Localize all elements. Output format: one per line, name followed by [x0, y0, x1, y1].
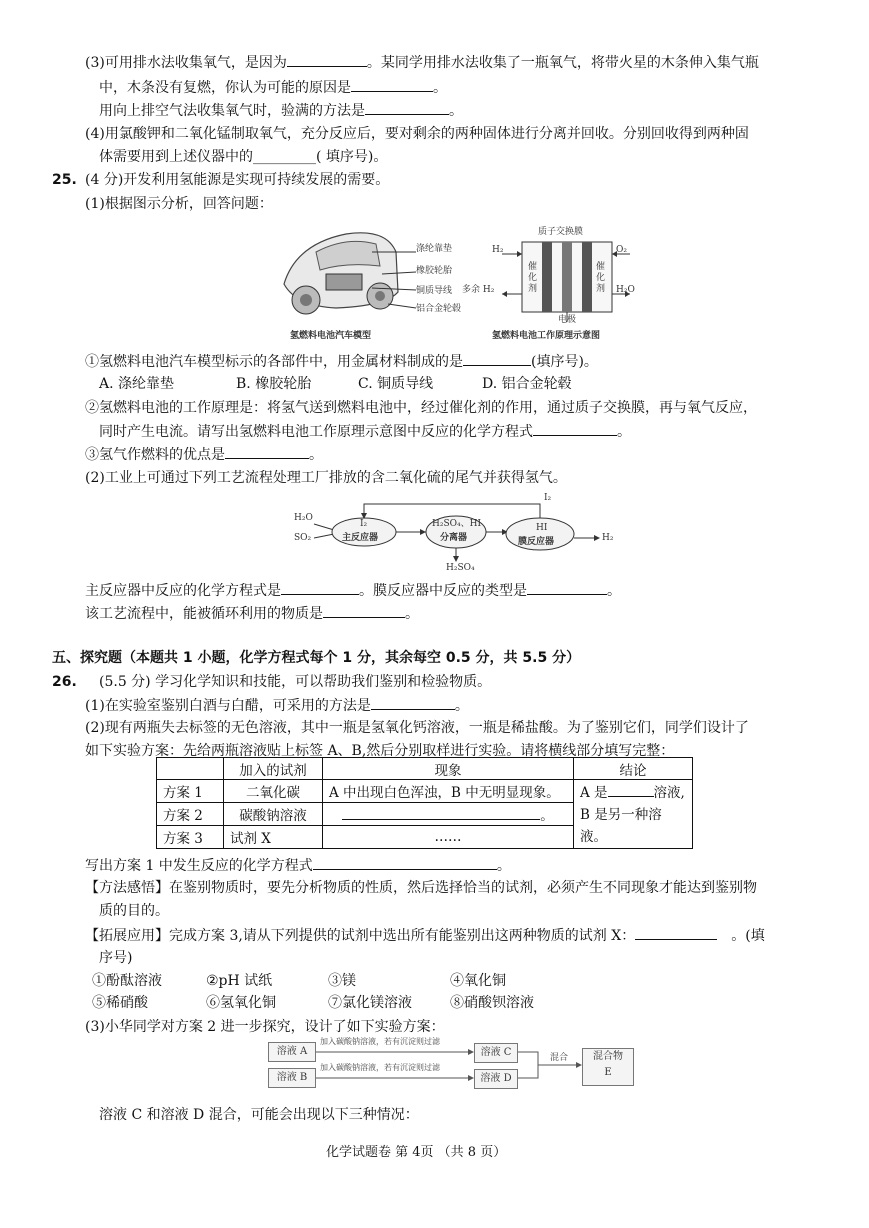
q26-part3: (3)小华同学对方案 2 进一步探究，设计了如下实验方案：	[85, 1019, 445, 1035]
fuel-cell-diagram	[462, 222, 642, 342]
q26-part3-cases: 溶液 C 和溶液 D 混合，可能会出现以下三种情况：	[99, 1107, 419, 1123]
answer-blank[interactable]	[365, 100, 449, 115]
membrane-reactor: 膜反应器	[518, 537, 555, 547]
plan-cell: 方案 2	[157, 803, 224, 826]
question-number: 26.	[52, 674, 77, 690]
q25-s3: ③氢气作燃料的优点是 。	[85, 444, 323, 465]
reagent-option: ⑦氯化镁溶液	[328, 995, 412, 1011]
answer-blank[interactable]	[281, 580, 359, 595]
answer-blank[interactable]	[323, 603, 405, 618]
section-heading: 五、探究题（本题共 1 小题，化学方程式每个 1 分，其余每空 0.5 分，共 5.5 分）	[52, 650, 581, 666]
membrane-label: 质子交换膜	[538, 227, 584, 237]
method-insight-line2: 质的目的。	[99, 903, 169, 919]
experiment-table	[156, 757, 693, 849]
reagent-option: ⑧硝酸钡溶液	[450, 995, 534, 1011]
answer-blank[interactable]	[225, 444, 309, 459]
arrow-label-b: 加入碳酸钠溶液，若有沉淀则过滤	[320, 1063, 440, 1072]
answer-blank[interactable]	[287, 52, 367, 67]
phenomenon-cell: 。	[323, 803, 574, 826]
table-header-row	[157, 758, 693, 780]
car-label: 铜质导线	[416, 286, 453, 296]
reagent-option: ③镁	[328, 973, 356, 989]
q25-q-c: 该工艺流程中，能被循环利用的物质是 。	[85, 603, 419, 624]
solution-d-box: 溶液 D	[474, 1069, 518, 1089]
answer-blank[interactable]	[533, 421, 617, 436]
answer-blank[interactable]	[463, 351, 531, 366]
o2-in-label: O₂	[616, 245, 627, 255]
reagent-cell: 二氧化碳	[224, 780, 323, 803]
input-so2: SO₂	[294, 533, 312, 543]
car-caption: 氢燃料电池汽车模型	[290, 331, 372, 341]
car-label: 铝合金轮毂	[416, 304, 462, 314]
plan-cell: 方案 1	[157, 780, 224, 803]
q26-part2-line1: (2)现有两瓶失去标签的无色溶液，其中一瓶是氢氧化钙溶液，一瓶是稀盐酸。为了鉴别它们，同学们设计了	[85, 720, 749, 736]
catalyst-label: 催化剂	[596, 262, 606, 294]
q26-intro: (5.5 分) 学习化学知识和技能，可以帮助我们鉴别和检验物质。	[99, 674, 492, 690]
output-h2: H₂	[602, 533, 614, 543]
arrow-label-a: 加入碳酸钠溶液，若有沉淀则过滤	[320, 1037, 440, 1046]
mixing-diagram	[268, 1037, 648, 1096]
answer-blank[interactable]	[342, 805, 540, 820]
reagent-option: ①酚酞溶液	[92, 973, 162, 989]
answer-blank[interactable]	[608, 782, 654, 797]
reagent-cell: 碳酸钠溶液	[224, 803, 323, 826]
q25-s1: ①氢燃料电池汽车模型标示的各部件中，用金属材料制成的是 (填序号)。	[85, 351, 598, 372]
q26-part1: (1)在实验室鉴别白酒与白醋，可采用的方法是 。	[85, 695, 469, 716]
answer-blank[interactable]	[635, 925, 717, 940]
q24-part4-line2: 体需要用到上述仪器中的_________( 填序号)。	[99, 149, 388, 165]
reagent-option: ②pH 试纸	[206, 973, 273, 989]
h2-in-label: H₂	[492, 245, 504, 255]
q25-intro: (4 分)开发利用氢能源是实现可持续发展的需要。	[85, 172, 390, 188]
phenomenon-cell: A 中出现白色浑浊，B 中无明显现象。	[323, 780, 574, 803]
q26-part2-line2: 如下实验方案：先给两瓶溶液贴上标签 A、B,然后分别取样进行实验。请将横线部分填写完整：	[85, 743, 675, 759]
separator: 分离器	[440, 533, 468, 543]
q25-option: D. 铝合金轮毂	[482, 376, 572, 392]
method-insight-line1: 【方法感悟】在鉴别物质时，要先分析物质的性质，然后选择恰当的试剂，必须产生不同现象才能达到鉴别物	[85, 880, 757, 896]
answer-blank[interactable]	[371, 695, 455, 710]
q24-part3-line2: 中，木条没有复燃，你认为可能的原因是 。	[99, 77, 447, 98]
reagent-option: ⑤稀硝酸	[92, 995, 148, 1011]
extension-line1: 【拓展应用】完成方案 3,请从下列提供的试剂中选出所有能鉴别出这两种物质的试剂 X： 。(填	[85, 925, 765, 946]
mix-label: 混合	[550, 1053, 569, 1063]
solution-c-box: 溶液 C	[474, 1043, 518, 1063]
q25-s2-line1: ②氢燃料电池的工作原理是：将氢气送到燃料电池中，经过催化剂的作用，通过质子交换膜，再与氧气反应，	[85, 400, 757, 416]
q24-part3-line3: 用向上排空气法收集氧气时，验满的方法是 。	[99, 100, 463, 121]
process-flow-diagram	[290, 494, 620, 574]
answer-blank[interactable]	[527, 580, 607, 595]
reagent-option: ⑥氢氧化铜	[206, 995, 276, 1011]
solution-b-box: 溶液 B	[268, 1068, 316, 1088]
q25-part1: (1)根据图示分析，回答问题：	[85, 196, 273, 212]
h2o-out-label: H₂O	[616, 285, 635, 295]
q24-part3-line1: (3)可用排水法收集氧气，是因为 。某同学用排水法收集了一瓶氧气，将带火星的木条伸入集气瓶	[85, 52, 759, 73]
table-header: 结论	[574, 758, 693, 780]
main-reactor: 主反应器	[342, 533, 379, 543]
extension-line2: 序号)	[99, 950, 133, 966]
q25-option: C. 铜质导线	[358, 376, 434, 392]
q24-part4-line1: (4)用氯酸钾和二氧化锰制取氧气，充分反应后，要对剩余的两种固体进行分离并回收。分别回收得到两种固	[85, 126, 749, 142]
q25-part2: (2)工业上可通过下列工艺流程处理工厂排放的含二氧化硫的尾气并获得氢气。	[85, 470, 567, 486]
question-number: 25.	[52, 172, 77, 188]
table-header	[157, 758, 224, 780]
reagent-option: ④氧化铜	[450, 973, 506, 989]
catalyst-label: 催化剂	[528, 262, 538, 294]
table-header: 加入的试剂	[224, 758, 323, 780]
main-reactor-top: I₂	[360, 519, 368, 529]
q25-q-a: 主反应器中反应的化学方程式是 。膜反应器中反应的类型是 。	[85, 580, 621, 601]
conclusion-cell: A 是 溶液, B 是另一种溶液。	[574, 780, 693, 849]
mixture-e-box: 混合物 E	[582, 1048, 634, 1086]
table-header: 现象	[323, 758, 574, 780]
q26-equation: 写出方案 1 中发生反应的化学方程式 。	[85, 855, 511, 876]
phenomenon-cell: ……	[323, 826, 574, 849]
membrane-reactor-top: HI	[536, 523, 548, 533]
recycle-i2: I₂	[544, 493, 552, 503]
q25-s2-line2: 同时产生电流。请写出氢燃料电池工作原理示意图中反应的化学方程式 。	[99, 421, 631, 442]
q25-option: B. 橡胶轮胎	[236, 376, 312, 392]
cell-caption: 氢燃料电池工作原理示意图	[492, 331, 601, 341]
excess-h2-label: 多余 H₂	[462, 285, 495, 295]
table-row	[157, 780, 693, 803]
answer-blank[interactable]	[313, 855, 497, 870]
car-label: 涤纶靠垫	[416, 244, 453, 254]
car-label: 橡胶轮胎	[416, 266, 453, 276]
solution-a-box: 溶液 A	[268, 1042, 316, 1062]
separator-top: H₂SO₄、HI	[432, 519, 482, 529]
fuel-cell-car-figure	[276, 222, 472, 342]
answer-blank[interactable]	[351, 77, 433, 92]
plan-cell: 方案 3	[157, 826, 224, 849]
page-footer: 化学试题卷 第 4页 （共 8 页）	[326, 1145, 507, 1160]
electrode-label: 电极	[558, 315, 577, 325]
q25-option: A. 涤纶靠垫	[99, 376, 175, 392]
reagent-cell: 试剂 X	[224, 826, 323, 849]
output-h2so4: H₂SO₄	[446, 563, 475, 573]
input-h2o: H₂O	[294, 513, 313, 523]
